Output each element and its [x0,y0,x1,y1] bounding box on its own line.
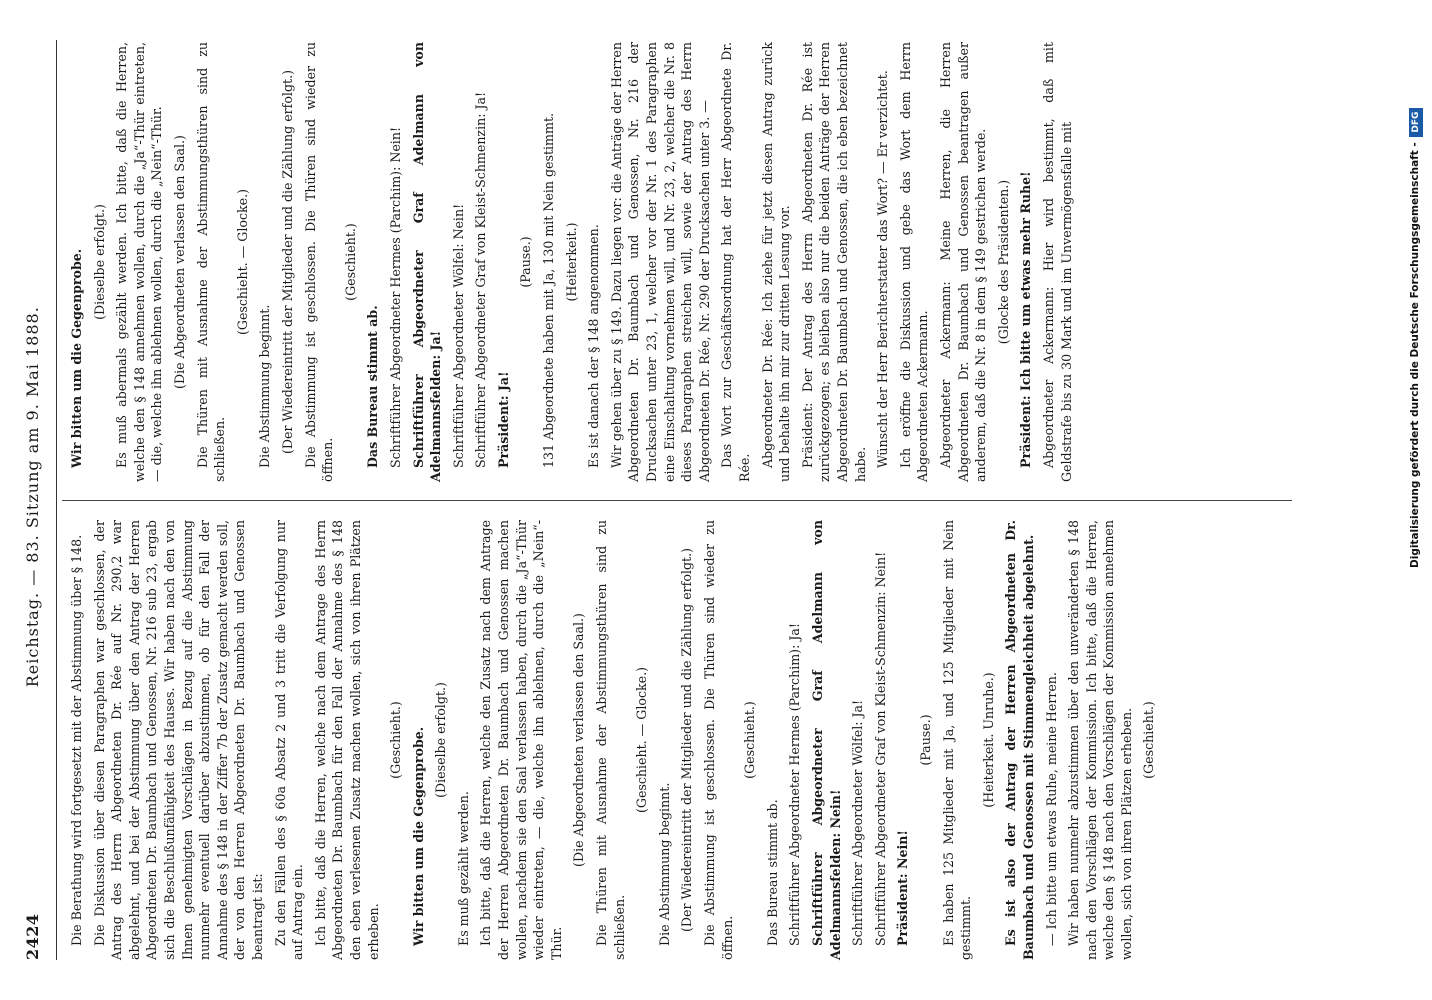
speech: Abgeordneter Dr. Rée: Ich ziehe für jetzt diesen Antrag zurück und behalte ihn mir zur dritten Lesung vor. [759,42,793,482]
paragraph: 131 Abgeordnete haben mit Ja, 130 mit Nein gestimmt. [541,112,557,468]
paragraph: Das Wort zur Geschäftsordnung hat der Herr Abgeordnete Dr. Rée. [719,42,752,482]
president-line: Präsident: Ja! [495,371,511,468]
document-page [10,40,1405,960]
paragraph: — Ich bitte um etwas Ruhe, meine Herren. [1043,672,1059,946]
paragraph: Ich bitte, daß die Herren, welche den Zusatz nach dem Antrage der Herren Abgeordneten Dr. Baumbach und Genossen machen wollen, nachdem sie den Saal verlassen haben, durch die „Ja“-Thür wieder eintreten, — die, welche ihn ablehnen, durch die „Nein“-Thür. [478,520,564,960]
paragraph: Die Abstimmung beginnt. [656,782,672,946]
paragraph: Die Abstimmung beginnt. [257,304,273,468]
stage-direction: (Pause.) [917,714,933,766]
stage-direction: (Glocke des Präsidenten.) [995,179,1011,345]
stage-direction: (Geschieht. — Glocke.) [234,188,250,336]
stage-direction: (Die Abgeordneten verlassen den Saal.) [171,135,187,389]
paragraph: Ich eröffne die Diskussion und gebe das Wort dem Herrn Abgeordneten Ackermann. [897,42,931,482]
president-line: Präsident: Nein! [895,830,911,946]
paragraph: Es muß gezählt werden. [455,791,471,946]
paragraph: Wir bitten um die Gegenprobe. [69,248,84,468]
paragraph: Wir haben nunmehr abzustimmen über den unveränderten § 148 nach den Vorschlägen der Kommission. Ich bitte, daß die Herren, welche den § 148 nach den Vorschlägen der Kommission annehmen wollen, sich von ihren Plätzen erheben. [1066,520,1134,960]
stage-direction: (Geschieht. — Glocke.) [634,666,650,814]
right-column [68,42,1080,482]
vote-line: Schriftführer Abgeordneter Wölfel: Ja! [850,699,866,946]
president-line: Präsident: Ich bitte um etwas mehr Ruhe! [1018,171,1034,468]
vote-line: Schriftführer Abgeordneter Hermes (Parchim): Ja! [787,623,803,946]
vote-line: Schriftführer Abgeordneter Graf Adelmann von Adelmannsfelden: Ja! [410,42,444,482]
vote-line: Schriftführer Abgeordneter Wölfel: Nein! [450,203,466,468]
stage-direction: (Der Wiedereintritt der Mitglieder und die Zählung erfolgt.) [679,548,695,932]
paragraph: Es ist also der Antrag der Herren Abgeordneten Dr. Baumbach und Genossen mit Stimmengleichheit abgelehnt. [1003,520,1036,960]
stage-direction: (Pause.) [518,236,534,288]
column-rule [62,500,1292,501]
credit-label: Digitalisierung gefördert durch die Deutsche Forschungsgemeinschaft - [1409,142,1421,568]
dfg-logo: DFG [1409,108,1423,137]
page-number: 2424 [22,913,42,960]
paragraph: Die Thüren mit Ausnahme der Abstimmungsthüren sind zu schließen. [594,520,627,960]
digitization-credit [1405,8,1429,568]
stage-direction: (Der Wiedereintritt der Mitglieder und die Zählung erfolgt.) [279,70,295,454]
paragraph: Die Thüren mit Ausnahme der Abstimmungsthüren sind zu schließen. [194,42,228,482]
vote-line: Schriftführer Abgeordneter Hermes (Parchim): Nein! [387,126,403,468]
vote-line: Schriftführer Abgeordneter Graf von Kleist-Schmenzin: Ja! [473,91,489,468]
running-title: Reichstag. — 83. Sitzung am 9. Mai 1888. [22,306,42,688]
paragraph: Die Diskussion über diesen Paragraphen war geschlossen, der Antrag des Herrn Abgeordneten Dr. Rée auf Nr. 290,2 war abgelehnt, und bei der Abstimmung über den Antrag der Herren Abgeordneten Dr. Baumbach und Genossen, Nr. 216 sub 23, ergab sich die Beschlußunfähigkeit des Hauses. Wir haben nach den von Ihnen genehmigten Vorschlägen in Bezug auf die Abstimmung nunmehr eventuell darüber abzustimmen, ob für den Fall der Annahme des § 148 in der Ziffer 7b der Zusatz gemacht werden soll, der von den Herren Abgeordneten Dr. Baumbach und Genossen beantragt ist: [91,520,265,960]
stage-direction: (Geschieht.) [388,701,404,779]
header-rule [56,40,57,960]
paragraph: Es haben 125 Mitglieder mit Ja, und 125 Mitglieder mit Nein gestimmt. [940,520,974,960]
paragraph: Zu den Fällen des § 60a Absatz 2 und 3 tritt die Verfolgung nur auf Antrag ein. [272,520,306,960]
stage-direction: (Geschieht.) [742,701,758,779]
vote-line: Schriftführer Abgeordneter Graf Adelmann von Adelmannsfelden: Nein! [809,520,843,960]
stage-direction: (Dieselbe erfolgt.) [91,204,107,320]
paragraph: Das Bureau stimmt ab. [764,799,780,946]
vote-line: Schriftführer Abgeordneter Graf von Kleist-Schmenzin: Nein! [872,551,888,946]
speech: Abgeordneter Ackermann: Meine Herren, die Herren Abgeordneten Dr. Baumbach und Genossen beantragen außer anderem, daß die Nr. 8 in dem § 149 gestrichen werde. [937,42,989,482]
paragraph: Wünscht der Herr Berichterstatter das Wort? — Er verzichtet. [875,70,891,468]
paragraph: Es muß abermals gezählt werden. Ich bitte, daß die Herren, welche den § 148 annehmen wollen, durch die „Ja“-Thür eintreten, — die, welche ihn ablehnen wollen, durch die „Nein“-Thür. [114,42,165,482]
digitization-credit-text [1405,8,1425,568]
paragraph: Wir bitten um die Gegenprobe. [410,726,426,946]
paragraph: Das Bureau stimmt ab. [365,305,381,468]
stage-direction: (Dieselbe erfolgt.) [433,682,449,798]
stage-direction: (Geschieht.) [1141,701,1157,779]
stage-direction: (Die Abgeordneten verlassen den Saal.) [571,613,587,867]
paragraph: Die Abstimmung ist geschlossen. Die Thüren sind wieder zu öffnen. [702,520,735,960]
stage-direction: (Heiterkeit.) [563,222,579,302]
stage-direction: (Geschieht.) [342,223,358,301]
paragraph: Es ist danach der § 148 angenommen. [586,224,602,468]
speech: Abgeordneter Ackermann: Hier wird bestimmt, daß mit Geldstrafe bis zu 30 Mark und im Unvermögensfalle mit [1040,42,1074,482]
paragraph: Die Berathung wird fortgesetzt mit der Abstimmung über § 148. [69,534,84,946]
paragraph: Wir gehen über zu § 149. Dazu liegen vor: die Anträge der Herren Abgeordneten Dr. Baumbach und Genossen, Nr. 216 der Drucksachen unter 23, 1, welcher vor der Nr. 1 des Paragraphen eine Einschaltung vornehmen will, und Nr. 23, 2, welcher die Nr. 8 dieses Paragraphen streichen will, sowie der Antrag des Herrn Abgeordneten Dr. Rée, Nr. 290 der Drucksachen unter 3. — [608,42,712,482]
page-header [10,40,54,960]
left-column [68,520,1163,960]
speech: Präsident: Der Antrag des Herrn Abgeordneten Dr. Rée ist zurückgezogen; es bleiben also nur die beiden Anträge der Herren Abgeordneten Dr. Baumbach und Genossen, die ich eben bezeichnet habe. [799,42,868,482]
stage-direction: (Heiterkeit. Unruhe.) [980,672,996,808]
paragraph: Die Abstimmung ist geschlossen. Die Thüren sind wieder zu öffnen. [302,42,336,482]
paragraph: Ich bitte, daß die Herren, welche nach dem Antrage des Herrn Abgeordneten Dr. Baumbach für den Fall der Annahme des § 148 den eben verlesenen Zusatz machen wollen, sich von ihren Plätzen erheben. [312,520,381,960]
